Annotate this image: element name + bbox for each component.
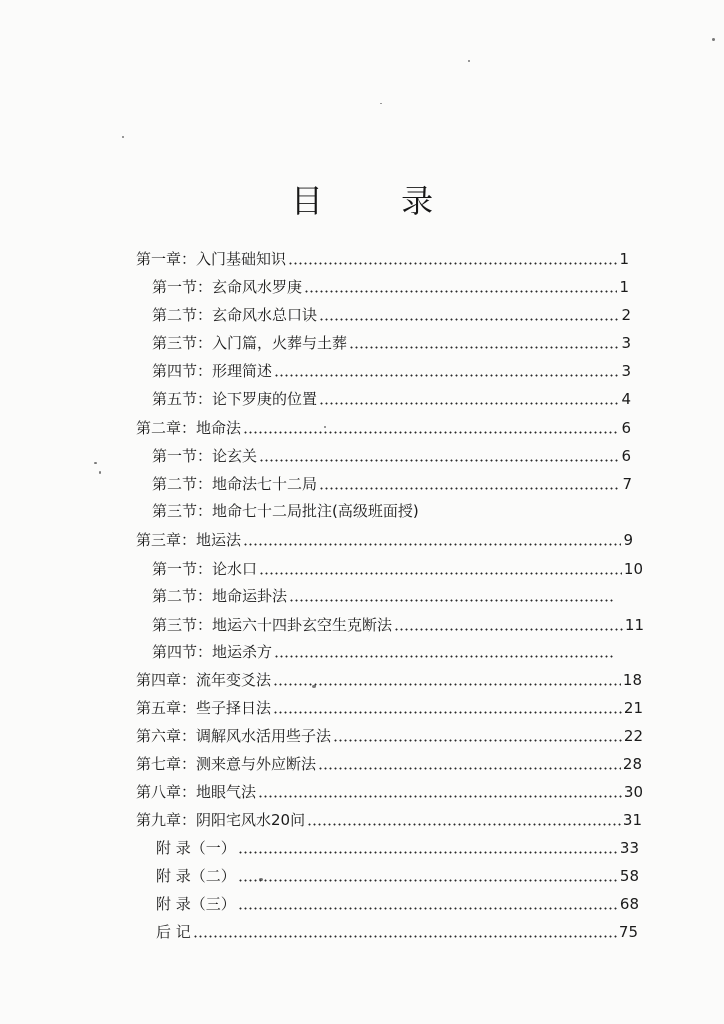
toc-entry-page: 11: [624, 616, 644, 634]
toc-entry-page: 3: [621, 334, 631, 352]
toc-entry-chapter-9[interactable]: [136, 805, 642, 829]
toc-entry-appendix-3[interactable]: [156, 889, 639, 913]
toc-entry-page: 58: [619, 867, 639, 885]
toc-entry-page: 75: [618, 923, 638, 941]
toc-entry-chapter-7[interactable]: [136, 749, 642, 773]
dot-leader: [333, 739, 622, 742]
dot-leader: [319, 487, 620, 490]
toc-entry-section[interactable]: [152, 469, 632, 493]
dot-leader: [274, 655, 615, 658]
toc-entry-label: 第九章：阴阳宅风水20问: [136, 811, 306, 829]
toc-entry-appendix-1[interactable]: [156, 833, 639, 857]
toc-entry-label: 第四章：流年变爻法: [136, 671, 272, 689]
toc-entry-chapter-5[interactable]: [136, 693, 643, 717]
dot-leader: [289, 599, 615, 602]
dot-leader: [307, 823, 621, 826]
toc-entry-page: 9: [623, 531, 633, 549]
toc-entry-page: 31: [622, 811, 642, 829]
toc-entry-page: 6: [621, 447, 631, 465]
page-title: 目 录: [290, 182, 468, 220]
toc-entry-label: 第六章：调解风水活用些子法: [136, 727, 332, 745]
toc-entry-label: 附 录（二）: [156, 867, 236, 885]
scan-speck: [712, 38, 715, 41]
toc-entry-chapter-1[interactable]: [136, 244, 629, 268]
toc-entry-page: 33: [619, 839, 639, 857]
toc-entry-label: 第二章：地命法: [136, 419, 242, 437]
toc-entry-label: 第一节：玄命风水罗庚: [152, 278, 303, 296]
toc-entry-section[interactable]: [152, 554, 643, 578]
toc-entry-page: 7: [622, 475, 632, 493]
toc-entry-label: 第七章：测来意与外应断法: [136, 755, 317, 773]
toc-entry-appendix-2[interactable]: [156, 861, 639, 885]
dot-leader: [349, 346, 619, 349]
toc-entry-label: 第一章：入门基础知识: [136, 250, 287, 268]
toc-entry-chapter-2[interactable]: [136, 413, 631, 437]
dot-leader: [288, 262, 617, 265]
toc-entry-label: 第二节：玄命风水总口诀: [152, 306, 318, 324]
toc-entry-section[interactable]: [152, 637, 625, 661]
toc-entry-page: 3: [621, 362, 631, 380]
scan-speck: [99, 471, 101, 474]
dot-leader: [238, 879, 618, 882]
toc-entry-label: 第五章：些子择日法: [136, 699, 272, 717]
toc-entry-label: 附 录（一）: [156, 839, 236, 857]
toc-entry-label: 第一节：论水口: [152, 560, 258, 578]
dot-leader: [258, 795, 622, 798]
scan-speck: [94, 462, 97, 464]
toc-entry-page: 28: [622, 755, 642, 773]
scan-speck: [122, 136, 124, 138]
toc-entry-label: 第三章：地运法: [136, 531, 242, 549]
toc-entry-chapter-6[interactable]: [136, 721, 643, 745]
toc-entry-page: 1: [619, 250, 629, 268]
toc-entry-label: 第四节：地运杀方: [152, 643, 273, 661]
dot-leader: [243, 431, 619, 434]
toc-entry-label: 第二节：地命运卦法: [152, 587, 288, 605]
toc-entry-page: 30: [623, 783, 643, 801]
toc-entry-label: 第三节：地命七十二局批注(高级班面授): [152, 502, 419, 520]
toc-entry-page: 21: [623, 699, 643, 717]
toc-entry-page: 1: [619, 278, 629, 296]
dot-leader: [259, 572, 622, 575]
toc-entry-section[interactable]: [152, 272, 629, 296]
toc-entry-section[interactable]: [152, 610, 644, 634]
toc-entry-chapter-3[interactable]: [136, 525, 633, 549]
toc-entry-page: 10: [623, 560, 643, 578]
dot-leader: [319, 318, 619, 321]
toc-entry-label: 第三节：地运六十四卦玄空生克断法: [152, 616, 393, 634]
toc-entry-label: 后 记: [156, 923, 191, 941]
toc-entry-section[interactable]: [152, 441, 631, 465]
dot-leader: [394, 628, 623, 631]
scan-speck: [380, 103, 382, 104]
dot-leader: [238, 907, 618, 910]
dot-leader: [304, 290, 617, 293]
toc-entry-section[interactable]: [152, 496, 452, 520]
toc-entry-section[interactable]: [152, 581, 625, 605]
toc-entry-label: 第二节：地命法七十二局: [152, 475, 318, 493]
dot-leader: [319, 402, 619, 405]
scan-speck: [468, 60, 470, 62]
dot-leader: [274, 374, 619, 377]
toc-entry-afterword[interactable]: [156, 917, 638, 941]
dot-leader: [259, 459, 619, 462]
toc-entry-section[interactable]: [152, 300, 631, 324]
toc-entry-label: 第五节：论下罗庚的位置: [152, 390, 318, 408]
dot-leader: [238, 851, 618, 854]
toc-entry-label: 第四节：形理简述: [152, 362, 273, 380]
toc-entry-page: 4: [621, 390, 631, 408]
toc-entry-label: 第三节：入门篇，火葬与土葬: [152, 334, 348, 352]
toc-entry-chapter-4[interactable]: [136, 665, 642, 689]
toc-entry-chapter-8[interactable]: [136, 777, 643, 801]
toc-entry-label: 第八章：地眼气法: [136, 783, 257, 801]
dot-leader: [243, 543, 621, 546]
dot-leader: [273, 683, 621, 686]
toc-entry-label: 第一节：论玄关: [152, 447, 258, 465]
toc-entry-page: 18: [622, 671, 642, 689]
toc-entry-section[interactable]: [152, 384, 631, 408]
dot-leader: [193, 935, 617, 938]
toc-entry-page: 2: [621, 306, 631, 324]
toc-entry-page: 68: [619, 895, 639, 913]
toc-entry-section[interactable]: [152, 356, 631, 380]
toc-entry-page: 22: [623, 727, 643, 745]
toc-entry-page: 6: [621, 419, 631, 437]
toc-entry-label: 附 录（三）: [156, 895, 236, 913]
dot-leader: [318, 767, 621, 770]
toc-entry-section[interactable]: [152, 328, 631, 352]
dot-leader: [273, 711, 622, 714]
